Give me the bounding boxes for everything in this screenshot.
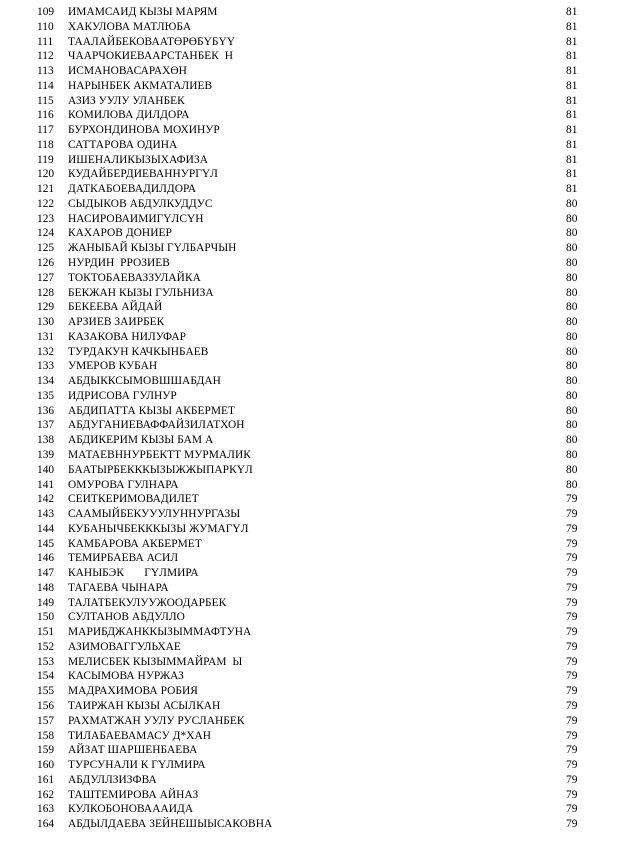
score-value: 81: [566, 168, 578, 181]
score-value: 79: [566, 522, 578, 535]
person-name: ТИЛАБАЕВАМАСУ Д*ХАН: [68, 729, 212, 742]
row-number: 154: [37, 670, 55, 683]
row-number: 130: [37, 316, 55, 329]
person-name: НАРЫНБЕК АКМАТАЛИЕВ: [68, 79, 213, 92]
person-name: СЫДЫКОВ АБДУЛКУДДУС: [68, 197, 213, 210]
person-name: МАРИБДЖАНККЫЗЫММАФТУНА: [68, 626, 252, 639]
table-row: [0, 478, 621, 493]
score-value: 80: [566, 419, 578, 432]
table-row: [0, 389, 621, 404]
row-number: 158: [37, 729, 55, 742]
person-name: АБДУЛЛЗИЗФВА: [68, 773, 157, 786]
row-number: 125: [37, 242, 55, 255]
score-value: 81: [566, 94, 578, 107]
table-row: [0, 330, 621, 345]
row-number: 118: [37, 138, 54, 151]
score-value: 81: [566, 35, 578, 48]
score-value: 80: [566, 404, 578, 417]
row-number: 155: [37, 685, 55, 698]
row-number: 159: [37, 744, 55, 757]
table-row: [0, 197, 621, 212]
row-number: 123: [37, 212, 55, 225]
row-number: 126: [37, 257, 55, 270]
row-number: 112: [37, 50, 54, 63]
row-number: 152: [37, 640, 55, 653]
table-row: [0, 64, 621, 79]
table-row: [0, 817, 621, 832]
score-value: 79: [566, 729, 578, 742]
person-name: РАХМАТЖАН УУЛУ РУСЛАНБЕК: [68, 714, 245, 727]
table-row: [0, 537, 621, 552]
score-value: 80: [566, 242, 578, 255]
table-row: [0, 271, 621, 286]
table-row: [0, 418, 621, 433]
person-name: КАЗАКОВА НИЛУФАР: [68, 330, 187, 343]
table-row: [0, 714, 621, 729]
table-row: [0, 49, 621, 64]
score-value: 81: [566, 65, 578, 78]
table-row: [0, 433, 621, 448]
person-name: ЖАНЫБАЙ КЫЗЫ ГҮЛБАРЧЫН: [68, 242, 237, 255]
score-value: 80: [566, 375, 578, 388]
table-row: [0, 79, 621, 94]
row-number: 114: [37, 79, 54, 92]
row-number: 124: [37, 227, 55, 240]
table-row: [0, 743, 621, 758]
row-number: 110: [37, 20, 54, 33]
table-row: [0, 669, 621, 684]
score-value: 80: [566, 301, 578, 314]
score-value: 79: [566, 773, 578, 786]
table-row: [0, 802, 621, 817]
row-number: 141: [37, 478, 55, 491]
table-row: [0, 507, 621, 522]
score-value: 80: [566, 257, 578, 270]
row-number: 109: [37, 6, 55, 18]
person-name: АБДЫЛДАЕВА ЗЕЙНЕШЫЫСАКОВНА: [68, 818, 273, 831]
person-name: ТОКТОБАЕВАЗЗУЛАЙКА: [68, 271, 201, 284]
row-number: 139: [37, 448, 55, 461]
person-name: АРЗИЕВ ЗАИРБЕК: [68, 316, 165, 329]
row-number: 131: [37, 330, 55, 343]
table-row: [0, 758, 621, 773]
score-value: 80: [566, 448, 578, 461]
table-row: [0, 35, 621, 50]
person-name: САТТАРОВА ОДИНА: [68, 138, 178, 151]
table-row: [0, 404, 621, 419]
score-value: 79: [566, 640, 578, 653]
person-name: АБДИКЕРИМ КЫЗЫ БАМ А: [68, 434, 214, 447]
person-name: СУЛТАНОВ АБДУЛЛО: [68, 611, 185, 624]
score-value: 80: [566, 227, 578, 240]
row-number: 148: [37, 581, 55, 594]
score-value: 79: [566, 655, 578, 668]
score-value: 80: [566, 286, 578, 299]
table-row: [0, 463, 621, 478]
row-number: 121: [37, 183, 55, 196]
person-name: ТАЛАТБЕКУЛУУЖООДАРБЕК: [68, 596, 227, 609]
row-number: 115: [37, 94, 54, 107]
person-name: ИДРИСОВА ГУЛНУР: [68, 389, 177, 402]
score-value: 79: [566, 581, 578, 594]
row-number: 143: [37, 508, 55, 521]
row-number: 146: [37, 552, 55, 565]
table-row: [0, 699, 621, 714]
person-name: СЕИТКЕРИМОВАДИЛЕТ: [68, 493, 199, 506]
score-value: 79: [566, 493, 578, 506]
person-name: АБДУГАНИЕВАФФАЙЗИЛАТХОН: [68, 419, 245, 432]
table-row: [0, 167, 621, 182]
person-name: КУЛКОБОНОВААAИДА: [68, 803, 194, 816]
score-value: 79: [566, 803, 578, 816]
row-number: 163: [37, 803, 55, 816]
row-number: 133: [37, 360, 55, 373]
score-value: 79: [566, 508, 578, 521]
score-value: 79: [566, 611, 578, 624]
score-value: 80: [566, 389, 578, 402]
row-number: 111: [37, 35, 54, 48]
table-row: [0, 684, 621, 699]
person-name: КАНЫБЭК ГҮЛМИРА: [68, 567, 199, 580]
person-name: БААТЫРБЕКККЫЗЫЖЖЫПАРКҮЛ: [68, 463, 253, 476]
score-value: 79: [566, 714, 578, 727]
row-number: 145: [37, 537, 55, 550]
row-number: 119: [37, 153, 54, 166]
table-row: [0, 256, 621, 271]
table-row: [0, 522, 621, 537]
table-row: [0, 212, 621, 227]
table-row: [0, 300, 621, 315]
person-name: МАТАЕВННУРБЕКТТ МУРМАЛИК: [68, 448, 251, 461]
table-row: [0, 492, 621, 507]
person-name: ТАИРЖАН КЫЗЫ АСЫЛКАН: [68, 699, 221, 712]
person-name: БУРХОНДИНОВА МОХИНУР: [68, 124, 220, 137]
score-value: 81: [566, 183, 578, 196]
row-number: 161: [37, 773, 55, 786]
person-name: КУБАНЫЧБЕКККЫЗЫ ЖУМАГҮЛ: [68, 522, 249, 535]
row-number: 134: [37, 375, 55, 388]
score-value: 79: [566, 537, 578, 550]
person-name: МЕЛИСБЕК КЫЗЫММАЙРАМ Ы: [68, 655, 243, 668]
table-row: [0, 374, 621, 389]
row-number: 132: [37, 345, 55, 358]
row-number: 127: [37, 271, 55, 284]
row-number: 142: [37, 493, 55, 506]
table-row: [0, 551, 621, 566]
person-name: НУРДИН РРОЗИЕВ: [68, 257, 170, 270]
table-row: [0, 625, 621, 640]
table-row: [0, 610, 621, 625]
score-value: 81: [566, 138, 578, 151]
person-name: КАМБАРОВА АКБЕРМЕТ: [68, 537, 202, 550]
person-name: КАСЫМОВА НУРЖАЗ: [68, 670, 184, 683]
person-name: АБДИПАТТА КЫЗЫ АКБЕРМЕТ: [68, 404, 236, 417]
row-number: 135: [37, 389, 55, 402]
table-row: [0, 729, 621, 744]
row-number: 164: [37, 818, 55, 831]
person-name: ТУРСУНАЛИ К ГҮЛМИРА: [68, 759, 206, 772]
score-value: 79: [566, 567, 578, 580]
row-number: 128: [37, 286, 55, 299]
person-name: ТАГАЕВА ЧЫНАРА: [68, 581, 169, 594]
score-value: 81: [566, 79, 578, 92]
person-name: СААМЫЙБЕКУУУЛУННУРГАЗЫ: [68, 508, 241, 521]
score-value: 79: [566, 596, 578, 609]
table-row: [0, 286, 621, 301]
row-number: 120: [37, 168, 55, 181]
row-number: 149: [37, 596, 55, 609]
row-number: 117: [37, 124, 54, 137]
person-name: ТУРДАКУН КАЧКЫНБАЕВ: [68, 345, 209, 358]
row-number: 129: [37, 301, 55, 314]
table-row: [0, 108, 621, 123]
row-number: 122: [37, 197, 55, 210]
score-value: 80: [566, 345, 578, 358]
score-value: 79: [566, 699, 578, 712]
person-name: КУДАЙБЕРДИЕВАННУРГҮЛ: [68, 168, 218, 181]
score-value: 81: [566, 50, 578, 63]
table-row: [0, 5, 621, 20]
score-value: 79: [566, 759, 578, 772]
row-number: 156: [37, 699, 55, 712]
score-value: 80: [566, 478, 578, 491]
score-value: 79: [566, 670, 578, 683]
person-name: ТАШТЕМИРОВА АЙНАЗ: [68, 788, 199, 801]
table-row: [0, 448, 621, 463]
table-row: [0, 20, 621, 35]
table-row: [0, 773, 621, 788]
table-row: [0, 138, 621, 153]
row-number: 136: [37, 404, 55, 417]
score-value: 79: [566, 685, 578, 698]
row-number: 138: [37, 434, 55, 447]
person-name: ТЕМИРБАЕВА АСИЛ: [68, 552, 179, 565]
results-list: [0, 5, 621, 832]
person-name: УМЕРОВ КУБАН: [68, 360, 158, 373]
row-number: 160: [37, 759, 55, 772]
person-name: ИСМАНОВАСАРАХӨН: [68, 65, 187, 78]
table-row: [0, 182, 621, 197]
table-row: [0, 315, 621, 330]
person-name: АЗИЗ УУЛУ УЛАНБЕК: [68, 94, 185, 107]
row-number: 113: [37, 65, 54, 78]
row-number: 151: [37, 626, 55, 639]
score-value: 81: [566, 20, 578, 33]
table-row: [0, 655, 621, 670]
score-value: 80: [566, 360, 578, 373]
score-value: 80: [566, 316, 578, 329]
score-value: 81: [566, 6, 578, 18]
person-name: ОМУРОВА ГУЛНАРА: [68, 478, 179, 491]
score-value: 81: [566, 109, 578, 122]
row-number: 150: [37, 611, 55, 624]
score-value: 79: [566, 788, 578, 801]
score-value: 79: [566, 626, 578, 639]
table-row: [0, 345, 621, 360]
table-row: [0, 94, 621, 109]
person-name: НАСИРОВАИМИГҮЛСҮН: [68, 212, 204, 225]
person-name: БЕКЖАН КЫЗЫ ГУЛЬНИЗА: [68, 286, 214, 299]
row-number: 137: [37, 419, 55, 432]
score-value: 80: [566, 463, 578, 476]
row-number: 147: [37, 567, 55, 580]
person-name: КОМИЛОВА ДИЛДОРА: [68, 109, 190, 122]
table-row: [0, 566, 621, 581]
table-row: [0, 226, 621, 241]
person-name: КАХАРОВ ДОНИЕР: [68, 227, 172, 240]
table-row: [0, 788, 621, 803]
score-value: 80: [566, 212, 578, 225]
row-number: 116: [37, 109, 54, 122]
score-value: 79: [566, 552, 578, 565]
person-name: ИМАМСАИД КЫЗЫ МАРЯМ: [68, 6, 218, 18]
score-value: 79: [566, 744, 578, 757]
person-name: БЕКЕЕВА АЙДАЙ: [68, 301, 163, 314]
person-name: АБДЫККСЫМОВШШАБДАН: [68, 375, 221, 388]
row-number: 144: [37, 522, 55, 535]
table-row: [0, 596, 621, 611]
score-value: 79: [566, 818, 578, 831]
table-row: [0, 640, 621, 655]
person-name: ЧААРЧОКИЕВААРСТАНБЕК Н: [68, 50, 234, 63]
score-value: 81: [566, 153, 578, 166]
table-row: [0, 241, 621, 256]
row-number: 162: [37, 788, 55, 801]
score-value: 81: [566, 124, 578, 137]
row-number: 153: [37, 655, 55, 668]
person-name: ДАТКАБОЕВАДИЛДОРА: [68, 183, 197, 196]
score-value: 80: [566, 197, 578, 210]
person-name: АЙЗАТ ШАРШЕНБАЕВА: [68, 744, 198, 757]
table-row: [0, 123, 621, 138]
person-name: ТААЛАЙБЕКОВААТӨРӨБҮБҮҮ: [68, 35, 235, 48]
score-value: 80: [566, 271, 578, 284]
person-name: АЗИМОВАГГУЛЬХАЕ: [68, 640, 181, 653]
row-number: 157: [37, 714, 55, 727]
score-value: 80: [566, 330, 578, 343]
person-name: ИШЕНАЛИКЫЗЫХАФИЗА: [68, 153, 208, 166]
table-row: [0, 581, 621, 596]
person-name: ХАКУЛОВА МАТЛЮБА: [68, 20, 192, 33]
score-value: 80: [566, 434, 578, 447]
row-number: 140: [37, 463, 55, 476]
table-row: [0, 153, 621, 168]
person-name: МАДРАХИМОВА РОБИЯ: [68, 685, 198, 698]
table-row: [0, 359, 621, 374]
